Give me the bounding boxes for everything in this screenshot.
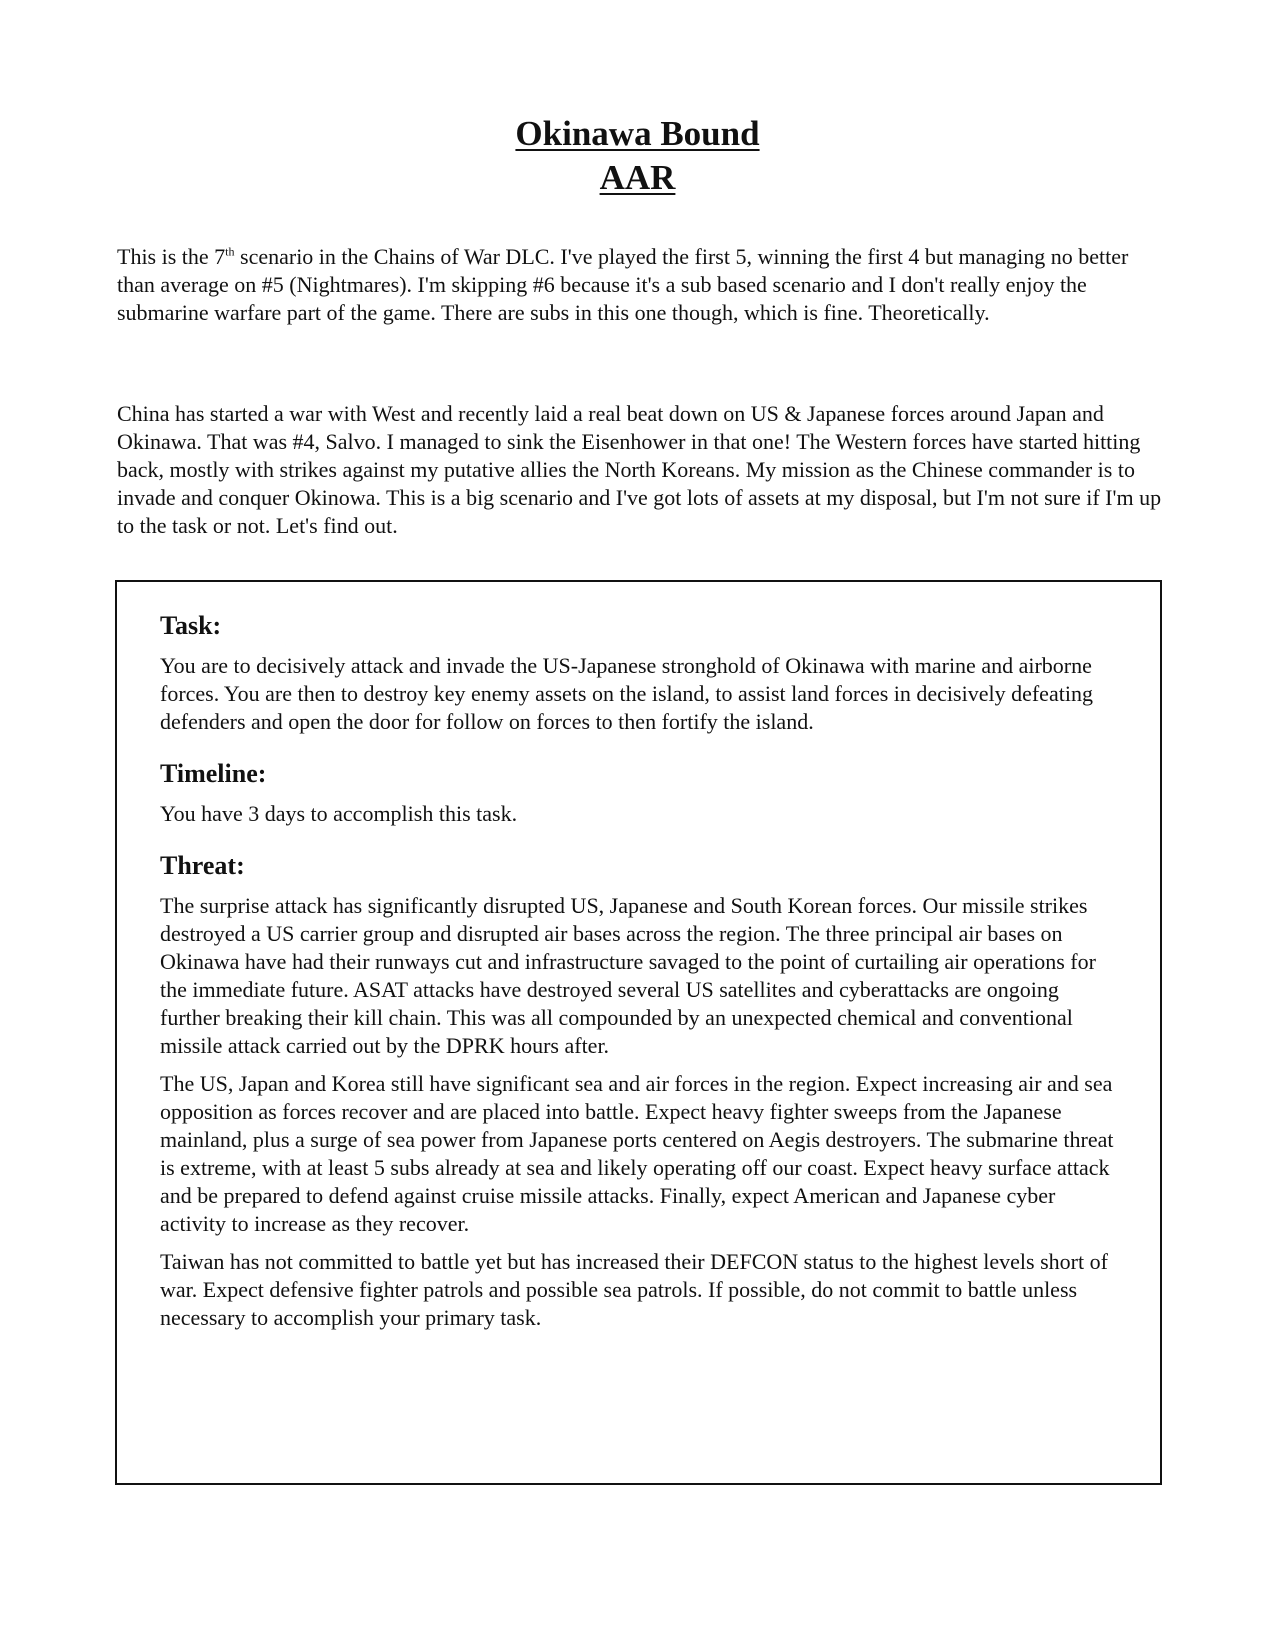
task-heading: Task:	[160, 611, 222, 640]
task-section	[160, 610, 1120, 736]
intro-paragraph-2: China has started a war with West and recently laid a real beat down on US & Japanese forces around Japan and Okinawa. That was #4, Salvo. I managed to sink the Eisenhower in that one! The Western forces have started hitting back, mostly with strikes against my putative allies the North Koreans. My mission as the Chinese commander is to invade and conquer Okinowa. This is a big scenario and I've got lots of assets at my disposal, but I'm not sure if I'm up to the task or not. Let's find out.	[117, 401, 1162, 538]
briefing-box	[115, 580, 1162, 1485]
document-subtitle: AAR	[599, 158, 676, 197]
timeline-text: You have 3 days to accomplish this task.	[160, 801, 518, 826]
task-text: You are to decisively attack and invade the US-Japanese stronghold of Okinawa with marine and airborne forces. You are then to destroy key enemy assets on the island, to assist land forces in decisively defeating defenders and open the door for follow on forces to then fortify the island.	[160, 653, 1093, 734]
title-block	[0, 112, 1275, 200]
threat-section	[160, 850, 1120, 1332]
threat-heading: Threat:	[160, 851, 245, 880]
intro-p1-rest: scenario in the Chains of War DLC. I've played the first 5, winning the first 4 but managing no better than average on #5 (Nightmares). I'm skipping #6 because it's a sub based scenario and I don't really enjoy the submarine warfare part of the game. There are subs in this one though, which is fine. Theoretically.	[117, 244, 1129, 325]
briefing-content	[160, 610, 1120, 1332]
timeline-section	[160, 758, 1120, 828]
intro-p1-start: This is the 7	[117, 244, 226, 269]
threat-paragraph-3: Taiwan has not committed to battle yet but has increased their DEFCON status to the highest levels short of war. Expect defensive fighter patrols and possible sea patrols. If possible, do not commit to battle unless necessary to accomplish your primary task.	[160, 1249, 1108, 1330]
intro-paragraph-1	[117, 243, 1162, 327]
threat-paragraph-1: The surprise attack has significantly disrupted US, Japanese and South Korean forces. Our missile strikes destroyed a US carrier group and disrupted air bases across the region. The three principal air bases on Okinawa have had their runways cut and infrastructure savaged to the point of curtailing air operations for the immediate future. ASAT attacks have destroyed several US satellites and cyberattacks are ongoing further breaking their kill chain. This was all compounded by an unexpected chemical and conventional missile attack carried out by the DPRK hours after.	[160, 893, 1096, 1058]
threat-paragraph-2: The US, Japan and Korea still have significant sea and air forces in the region. Expect increasing air and sea opposition as forces recover and are placed into battle. Expect heavy fighter sweeps from the Japanese mainland, plus a surge of sea power from Japanese ports centered on Aegis destroyers. The submarine threat is extreme, with at least 5 subs already at sea and likely operating off our coast. Expect heavy surface attack and be prepared to defend against cruise missile attacks. Finally, expect American and Japanese cyber activity to increase as they recover.	[160, 1071, 1114, 1236]
timeline-heading: Timeline:	[160, 759, 267, 788]
document-title: Okinawa Bound	[515, 114, 760, 153]
intro-p1-superscript: th	[225, 244, 235, 259]
